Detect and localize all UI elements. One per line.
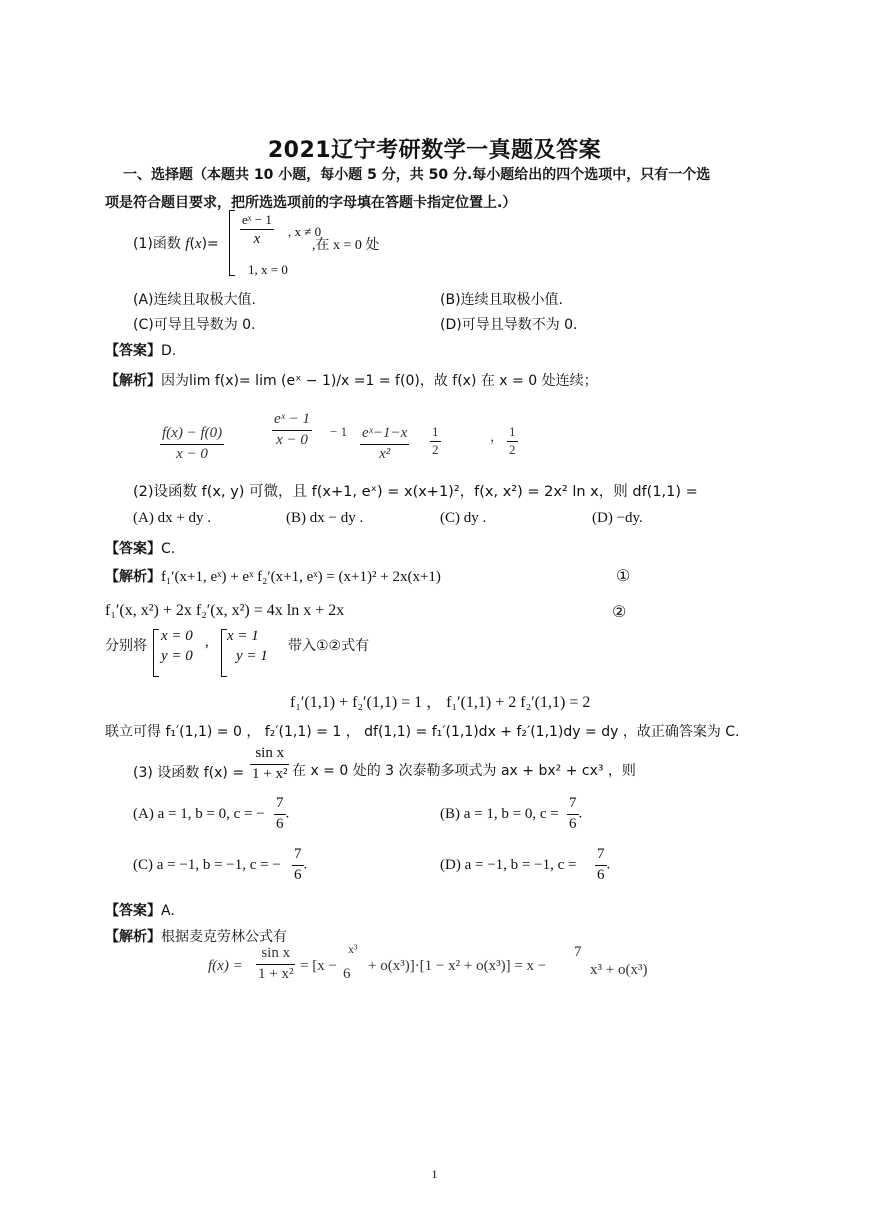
q1-option-a: (A)连续且取极大值. bbox=[133, 292, 256, 308]
option-text: (C) a = −1, b = −1, c = − bbox=[133, 857, 281, 873]
q1-stem-prefix: (1)函数 f(x)= bbox=[133, 236, 219, 252]
q2-conclusion: 联立可得 f₁′(1,1) = 0 ， f₂′(1,1) = 1 ， df(1,1) = f₁′(1,1)dx + f₂′(1,1)dy = dy ，故正确答案为 C. bbox=[105, 724, 740, 740]
q2-eq1-mark: ① bbox=[616, 568, 631, 585]
q1-option-b: (B)连续且取极小值. bbox=[440, 292, 563, 308]
garbled-num-1: f(x) − f(0) bbox=[160, 424, 224, 445]
garbled-num-2: eˣ − 1 bbox=[272, 410, 312, 431]
taylor-frac-denominator: 1 + x² bbox=[258, 965, 294, 982]
page-title: 2021辽宁考研数学一真题及答案 bbox=[267, 138, 602, 163]
analysis-text: 因为lim f(x)= lim (eˣ − 1)/x =1 = f(0)，故 f(x) 在 x = 0 处连续； bbox=[161, 373, 598, 389]
q3-taylor-six: 6 bbox=[343, 966, 351, 982]
q1-analysis-line1 bbox=[105, 370, 598, 390]
q3-option-c bbox=[133, 857, 281, 874]
q2-system2-b: y = 1 bbox=[236, 648, 268, 664]
q2-result-equation: f₁′(1,1) + f₂′(1,1) = 1 ， f₁′(1,1) + 2 f₂′(1,1) = 2 bbox=[290, 694, 591, 711]
garbled-num-5: 1 bbox=[507, 424, 518, 442]
equation-1: f₁′(x+1, eˣ) + eˣ f₂′(x+1, eˣ) = (x+1)² + 2x(x+1) bbox=[161, 569, 441, 585]
section-heading-line1: 一、选择题（本题共 10 小题，每小题 5 分，共 50 分.每小题给出的四个选项中，只有一个选 bbox=[123, 167, 711, 183]
answer-value: A. bbox=[161, 903, 175, 919]
garbled-num-3: eˣ−1−x bbox=[360, 424, 409, 445]
answer-value: D. bbox=[161, 343, 177, 359]
garbled-den-4: 2 bbox=[432, 441, 439, 457]
q1-garbled-frac-4 bbox=[430, 424, 441, 459]
q3-option-b bbox=[440, 806, 559, 823]
q1-garbled-frac-3 bbox=[360, 424, 409, 464]
analysis-label: 【解析】 bbox=[105, 929, 161, 945]
q1-option-c: (C)可导且导数为 0. bbox=[133, 317, 256, 333]
q2-option-b: (B) dx − dy . bbox=[286, 510, 364, 526]
q2-system1-a: x = 0 bbox=[161, 628, 193, 644]
garbled-den-3: x² bbox=[379, 445, 391, 462]
option-end: . bbox=[285, 805, 290, 822]
q2-stem: (2)设函数 f(x, y) 可微，且 f(x+1, eˣ) = x(x+1)²，f(x, x²) = 2x² ln x，则 df(1,1) = bbox=[133, 484, 698, 500]
q2-system1-b: y = 0 bbox=[161, 648, 193, 664]
q2-substitute-suffix: 带入①②式有 bbox=[288, 638, 370, 654]
q1-case1-denominator: x bbox=[253, 230, 261, 247]
q2-substitute-prefix: 分别将 bbox=[105, 638, 147, 654]
q3-taylor-mid2: + o(x³)]·[1 − x² + o(x³)] = x − bbox=[368, 958, 547, 974]
q3-stem-suffix: 在 x = 0 处的 3 次泰勒多项式为 ax + bx² + cx³ ，则 bbox=[292, 763, 636, 779]
section-heading-line2: 项是符合题目要求，把所选选项前的字母填在答题卡指定位置上.） bbox=[105, 195, 517, 211]
q3-option-c-fraction bbox=[292, 845, 307, 885]
q3-option-a-fraction bbox=[274, 794, 289, 834]
q1-case1-condition: , x ≠ 0 bbox=[288, 224, 322, 239]
q3-option-b-fraction bbox=[567, 794, 582, 834]
q3-taylor-seven: 7 bbox=[574, 944, 582, 960]
fraction-numerator: 7 bbox=[595, 845, 607, 866]
q1-answer bbox=[105, 340, 176, 360]
analysis-text: 根据麦克劳林公式有 bbox=[161, 929, 287, 945]
q3-answer bbox=[105, 900, 175, 920]
q1-garbled-comma: ， bbox=[490, 429, 504, 444]
answer-label: 【答案】 bbox=[105, 903, 161, 919]
q2-system-separator: , bbox=[205, 634, 209, 650]
q1-case1-numerator: eˣ − 1 bbox=[240, 212, 274, 230]
option-text: (B) a = 1, b = 0, c = bbox=[440, 806, 559, 822]
answer-label: 【答案】 bbox=[105, 343, 161, 359]
fraction-denominator: 6 bbox=[569, 815, 577, 832]
q3-stem-fraction bbox=[250, 744, 289, 784]
q2-eq2-mark: ② bbox=[612, 604, 627, 621]
garbled-den-5: 2 bbox=[509, 441, 516, 457]
q3-option-d-fraction bbox=[595, 845, 610, 885]
q3-taylor-end: x³ + o(x³) bbox=[590, 962, 648, 978]
garbled-den-2: x − 0 bbox=[276, 431, 308, 448]
analysis-label: 【解析】 bbox=[105, 373, 161, 389]
q2-option-d: (D) −dy. bbox=[592, 510, 643, 526]
garbled-den-1: x − 0 bbox=[176, 445, 208, 462]
page-number: 1 bbox=[431, 1167, 438, 1181]
taylor-frac-numerator: sin x bbox=[256, 944, 295, 965]
fraction-numerator: 7 bbox=[274, 794, 286, 815]
q3-stem-prefix: (3) 设函数 f(x) = bbox=[133, 765, 245, 781]
q2-answer bbox=[105, 538, 175, 558]
q3-taylor-fraction bbox=[256, 944, 295, 984]
q1-garbled-frac-1 bbox=[160, 424, 224, 464]
option-end: . bbox=[578, 805, 583, 822]
fraction-denominator: 6 bbox=[597, 866, 605, 883]
option-end: . bbox=[606, 856, 611, 873]
q2-option-c: (C) dy . bbox=[440, 510, 487, 526]
q2-system2-a: x = 1 bbox=[227, 628, 259, 644]
answer-label: 【答案】 bbox=[105, 541, 161, 557]
fraction-denominator: 6 bbox=[294, 866, 302, 883]
q1-garbled-frac-2 bbox=[272, 410, 312, 450]
q2-analysis-eq1 bbox=[105, 566, 441, 586]
q2-system1-brace bbox=[153, 629, 159, 677]
q3-option-a bbox=[133, 806, 265, 823]
q3-taylor-mid: = [x − bbox=[300, 958, 337, 974]
q3-frac-numerator: sin x bbox=[250, 744, 289, 765]
q2-option-a: (A) dx + dy . bbox=[133, 510, 212, 526]
fraction-numerator: 7 bbox=[567, 794, 579, 815]
q1-garbled-frac-5 bbox=[507, 424, 518, 459]
q1-case2: 1, x = 0 bbox=[248, 262, 288, 277]
answer-value: C. bbox=[161, 541, 176, 557]
q1-garbled-minus: − 1 bbox=[330, 424, 348, 439]
garbled-num-4: 1 bbox=[430, 424, 441, 442]
q1-piecewise-brace bbox=[229, 210, 235, 276]
q1-option-d: (D)可导且导数不为 0. bbox=[440, 317, 578, 333]
fraction-numerator: 7 bbox=[292, 845, 304, 866]
q1-stem-suffix: ,在 x = 0 处 bbox=[312, 238, 380, 253]
fraction-denominator: 6 bbox=[276, 815, 284, 832]
q3-option-d bbox=[440, 857, 576, 874]
q1-case1-fraction bbox=[240, 212, 274, 249]
q2-equation-2: f₁′(x, x²) + 2x f₂′(x, x²) = 4x ln x + 2x bbox=[105, 602, 345, 619]
option-text: (D) a = −1, b = −1, c = bbox=[440, 857, 577, 873]
analysis-label: 【解析】 bbox=[105, 569, 161, 585]
q3-frac-denominator: 1 + x² bbox=[252, 765, 288, 782]
option-text: (A) a = 1, b = 0, c = − bbox=[133, 806, 265, 822]
q3-taylor-lhs: f(x) = bbox=[208, 958, 243, 974]
q3-analysis-line bbox=[105, 926, 287, 946]
option-end: . bbox=[303, 856, 308, 873]
q3-taylor-x3: x³ bbox=[348, 942, 358, 956]
